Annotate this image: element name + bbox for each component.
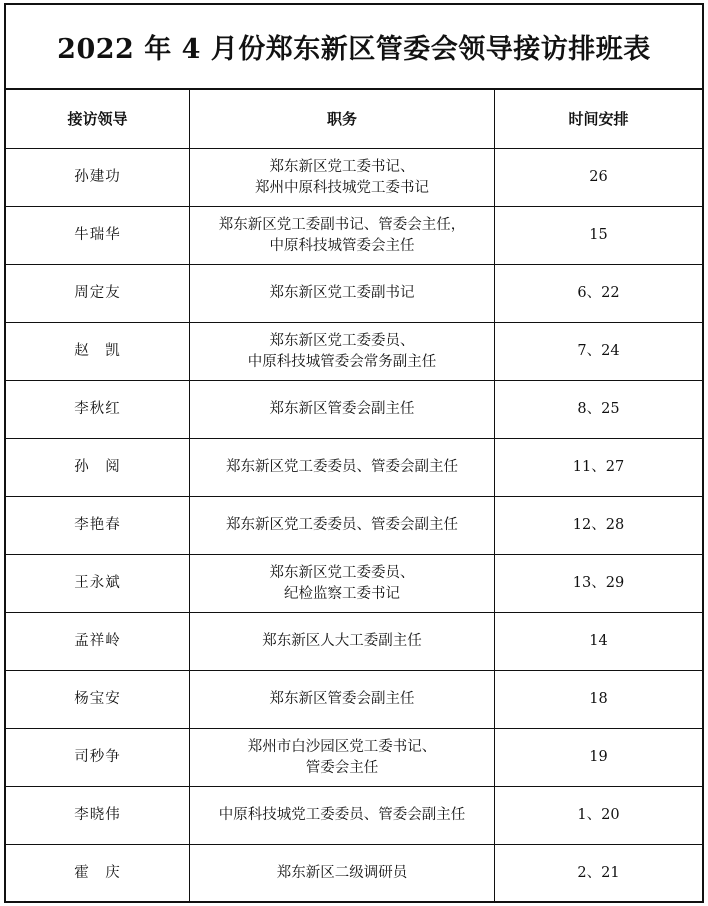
position-line: 郑东新区党工委委员、管委会副主任 bbox=[226, 459, 458, 475]
position-line: 郑东新区党工委委员、 bbox=[269, 332, 415, 349]
schedule-cell: 2、21 bbox=[495, 845, 703, 903]
schedule-cell: 18 bbox=[495, 671, 703, 729]
position-cell bbox=[190, 323, 495, 381]
leader-name-cell: 霍 庆 bbox=[6, 845, 190, 903]
leader-name-cell: 牛瑞华 bbox=[6, 207, 190, 265]
table-row bbox=[6, 439, 702, 497]
table-body bbox=[6, 149, 702, 903]
position-line: 中原科技城管委会主任 bbox=[269, 237, 415, 254]
table-row bbox=[6, 613, 702, 671]
schedule-cell: 11、27 bbox=[495, 439, 703, 497]
schedule-cell: 7、24 bbox=[495, 323, 703, 381]
position-line: 郑州中原科技城党工委书记 bbox=[255, 179, 429, 196]
schedule-cell: 26 bbox=[495, 149, 703, 207]
position-line: 郑东新区党工委书记、 bbox=[269, 158, 415, 175]
position-cell bbox=[190, 497, 495, 555]
table-row bbox=[6, 381, 702, 439]
schedule-cell: 1、20 bbox=[495, 787, 703, 845]
schedule-table bbox=[6, 90, 702, 902]
table-row bbox=[6, 149, 702, 207]
schedule-cell: 12、28 bbox=[495, 497, 703, 555]
position-cell bbox=[190, 671, 495, 729]
leader-name-cell: 孟祥岭 bbox=[6, 613, 190, 671]
table-row bbox=[6, 787, 702, 845]
position-cell bbox=[190, 845, 495, 903]
position-cell bbox=[190, 787, 495, 845]
position-line: 郑东新区党工委副书记 bbox=[269, 285, 415, 301]
leader-name-cell: 李艳春 bbox=[6, 497, 190, 555]
document-title: 2022 年 4 月份郑东新区管委会领导接访排班表 bbox=[6, 5, 702, 90]
schedule-cell: 19 bbox=[495, 729, 703, 787]
table-row bbox=[6, 497, 702, 555]
schedule-cell: 15 bbox=[495, 207, 703, 265]
position-line: 管委会主任 bbox=[305, 759, 379, 776]
position-line: 中原科技城管委会常务副主任 bbox=[247, 353, 437, 370]
position-cell bbox=[190, 207, 495, 265]
leader-name-cell: 王永斌 bbox=[6, 555, 190, 613]
leader-name-cell: 孙 阅 bbox=[6, 439, 190, 497]
leader-name-cell: 李晓伟 bbox=[6, 787, 190, 845]
table-row bbox=[6, 671, 702, 729]
position-line: 郑东新区二级调研员 bbox=[276, 865, 408, 881]
header-schedule: 时间安排 bbox=[495, 90, 703, 149]
position-cell bbox=[190, 613, 495, 671]
header-position: 职务 bbox=[190, 90, 495, 149]
header-leader: 接访领导 bbox=[6, 90, 190, 149]
table-row bbox=[6, 845, 702, 903]
position-line: 郑东新区党工委委员、 bbox=[269, 564, 415, 581]
position-cell bbox=[190, 439, 495, 497]
position-line: 郑东新区党工委委员、管委会副主任 bbox=[226, 517, 458, 533]
leader-name-cell: 杨宝安 bbox=[6, 671, 190, 729]
schedule-cell: 8、25 bbox=[495, 381, 703, 439]
position-line: 中原科技城党工委委员、管委会副主任 bbox=[218, 807, 466, 823]
position-cell bbox=[190, 265, 495, 323]
leader-name-cell: 司秒争 bbox=[6, 729, 190, 787]
schedule-document bbox=[4, 3, 704, 903]
table-row bbox=[6, 555, 702, 613]
table-row bbox=[6, 265, 702, 323]
position-line: 郑东新区管委会副主任 bbox=[269, 401, 415, 417]
position-line: 郑州市白沙园区党工委书记、 bbox=[247, 738, 437, 755]
table-row bbox=[6, 729, 702, 787]
position-line: 郑东新区人大工委副主任 bbox=[262, 633, 422, 649]
leader-name-cell: 孙建功 bbox=[6, 149, 190, 207]
leader-name-cell: 赵 凯 bbox=[6, 323, 190, 381]
position-line: 郑东新区管委会副主任 bbox=[269, 691, 415, 707]
schedule-cell: 6、22 bbox=[495, 265, 703, 323]
table-row bbox=[6, 207, 702, 265]
position-cell bbox=[190, 729, 495, 787]
schedule-cell: 14 bbox=[495, 613, 703, 671]
position-line: 郑东新区党工委副书记、管委会主任， bbox=[218, 216, 466, 233]
position-cell bbox=[190, 149, 495, 207]
leader-name-cell: 李秋红 bbox=[6, 381, 190, 439]
schedule-cell: 13、29 bbox=[495, 555, 703, 613]
leader-name-cell: 周定友 bbox=[6, 265, 190, 323]
table-header-row bbox=[6, 90, 702, 149]
position-cell bbox=[190, 555, 495, 613]
table-row bbox=[6, 323, 702, 381]
position-line: 纪检监察工委书记 bbox=[284, 585, 400, 602]
position-cell bbox=[190, 381, 495, 439]
